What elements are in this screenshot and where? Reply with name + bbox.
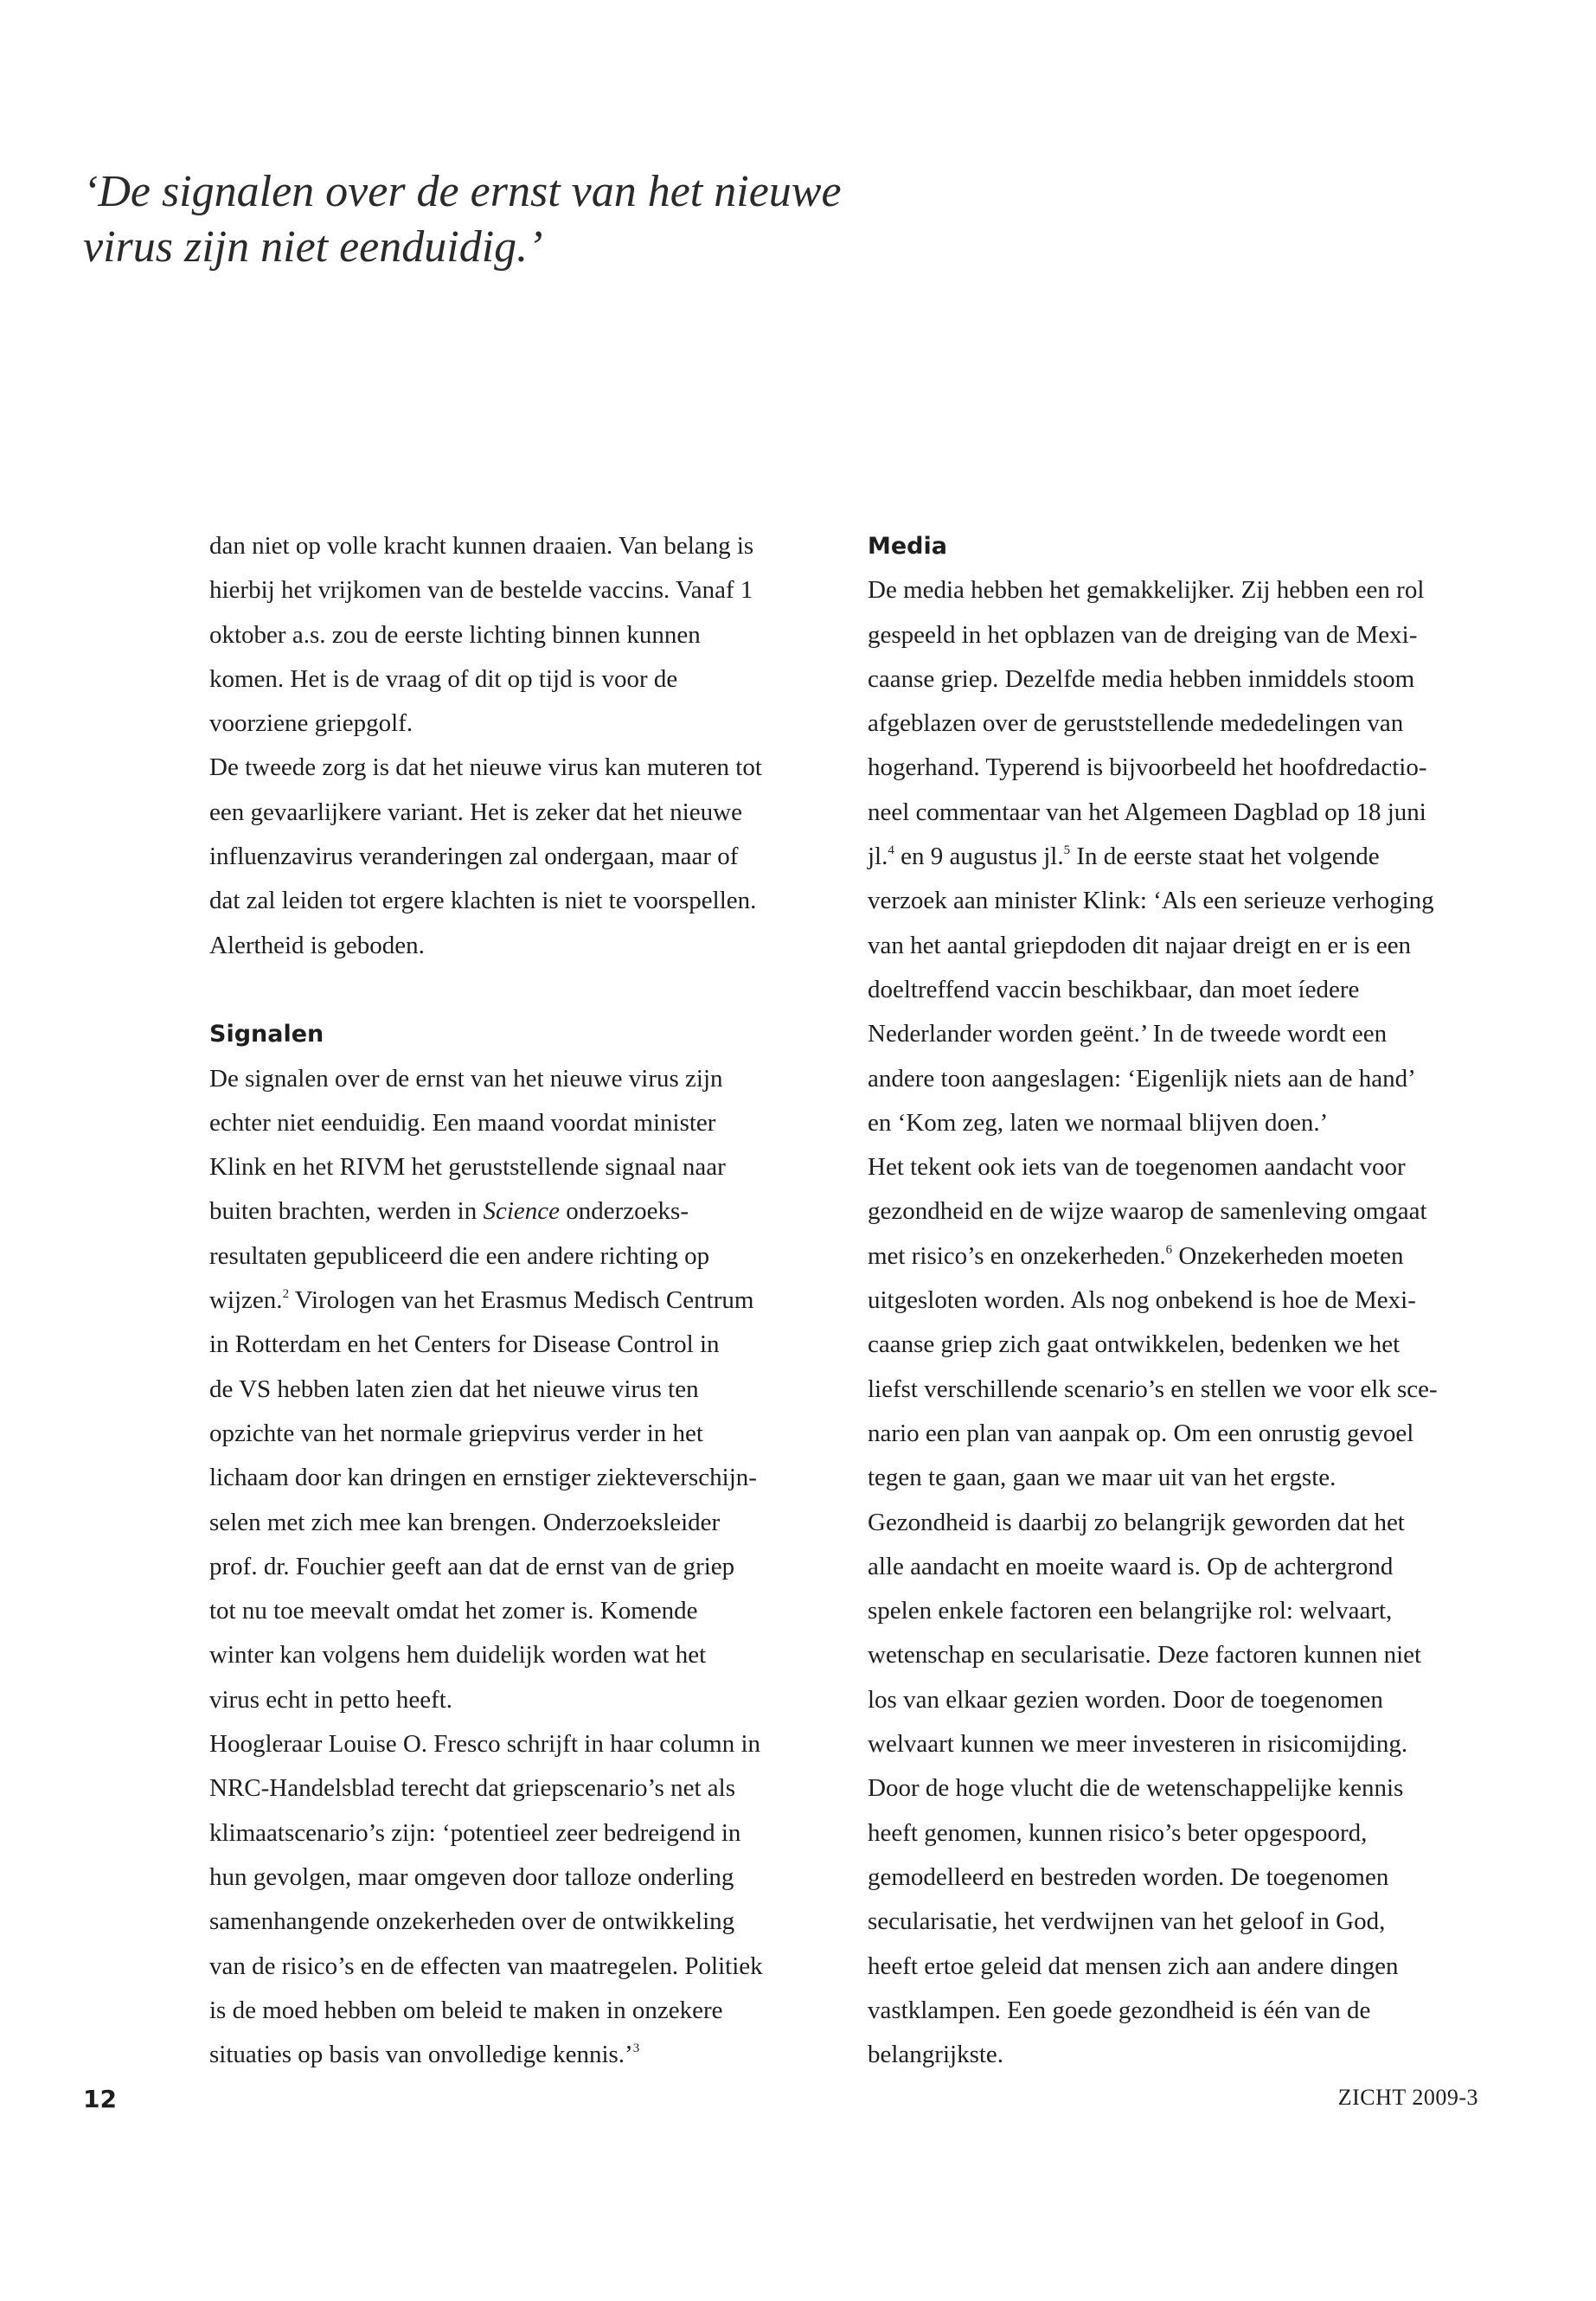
text-line: uitgesloten worden. Als nog onbekend is hoe de Mexi-: [868, 1286, 1416, 1315]
text-line: met risico’s en onzekerheden.$^6$ Onzekerheden moeten: [868, 1241, 1404, 1270]
text-line: samenhangende onzekerheden over de ontwikkeling: [209, 1907, 735, 1936]
journal-issue: ZICHT 2009-3: [1337, 2085, 1478, 2110]
text-line: vastklampen. Een goede gezondheid is één van de: [868, 1996, 1371, 2024]
text-line: welvaart kunnen we meer investeren in risicomijding.: [868, 1730, 1408, 1759]
text-line: alle aandacht en moeite waard is. Op de achtergrond: [868, 1552, 1394, 1580]
media-lines-c: [868, 1279, 1490, 2077]
footnote-6: 6: [1165, 1242, 1173, 1257]
text-line: Klink en het RIVM het geruststellende signaal naar: [209, 1153, 726, 1182]
text-line: Hoogleraar Louise O. Fresco schrijft in haar column in: [209, 1730, 761, 1759]
text-line: van het aantal griepdoden dit najaar dreigt en er is een: [868, 931, 1412, 959]
text-line: De signalen over de ernst van het nieuwe virus zijn: [209, 1064, 723, 1093]
text-line: dat zal leiden tot ergere klachten is niet te voorspellen.: [209, 887, 757, 915]
text-line: in Rotterdam en het Centers for Disease Control in: [209, 1330, 720, 1359]
text-line: tegen te gaan, gaan we maar uit van het ergste.: [868, 1464, 1336, 1492]
text-line: buiten brachten, werden in Science onderzoeks-: [209, 1197, 689, 1226]
text-line: opzichte van het normale griepvirus verder in het: [209, 1419, 703, 1447]
pull-quote-line: ‘De signalen over de ernst van het nieuwe: [83, 167, 842, 216]
text-line: klimaatscenario’s zijn: ‘potentieel zeer bedreigend in: [209, 1818, 741, 1847]
text-line: prof. dr. Fouchier geeft aan dat de ernst van de griep: [209, 1552, 735, 1580]
spacer: [209, 968, 832, 1012]
text-line: neel commentaar van het Algemeen Dagblad op 18 juni: [868, 798, 1426, 826]
text-line: De media hebben het gemakkelijker. Zij hebben een rol: [868, 576, 1425, 605]
text-line: caanse griep. Dezelfde media hebben inmiddels stoom: [868, 664, 1415, 693]
text-line: wetenschap en secularisatie. Deze factoren kunnen niet: [868, 1641, 1422, 1670]
text-line: gespeeld in het opblazen van de dreiging van de Mexi-: [868, 620, 1418, 649]
intro-paragraph: [209, 524, 832, 968]
text-line: influenzavirus veranderingen zal ondergaan, maar of: [209, 843, 739, 871]
text-line: winter kan volgens hem duidelijk worden wat het: [209, 1641, 707, 1670]
text-line: hogerhand. Typerend is bijvoorbeeld het hoofdredactio-: [868, 753, 1427, 782]
text-line: oktober a.s. zou de eerste lichting binnen kunnen: [209, 620, 701, 649]
footnote-5: 5: [1063, 843, 1071, 858]
text-line: de VS hebben laten zien dat het nieuwe virus ten: [209, 1375, 699, 1403]
media-lines-b: [868, 879, 1490, 1234]
text-line: en ‘Kom zeg, laten we normaal blijven doen.’: [868, 1108, 1329, 1137]
signalen-lines-a: [209, 1057, 832, 1190]
text-line: belangrijkste.: [868, 2041, 1004, 2069]
footnote-2: 2: [282, 1287, 290, 1302]
media-lines-a: [868, 568, 1490, 835]
pull-quote: [83, 164, 948, 275]
text-line: komen. Het is de vraag of dit op tijd is voor de: [209, 664, 678, 693]
footnote-4: 4: [888, 843, 894, 858]
text-line: Alertheid is geboden.: [209, 931, 425, 959]
text-line: verzoek aan minister Klink: ‘Als een serieuze verhoging: [868, 887, 1434, 915]
text-line: NRC-Handelsblad terecht dat griepscenario’s net als: [209, 1774, 735, 1803]
pull-quote-line: virus zijn niet eenduidig.’: [83, 222, 543, 272]
text-line: echter niet eenduidig. Een maand voordat minister: [209, 1108, 716, 1137]
text-line: situaties op basis van onvolledige kennis.’$^3$: [209, 2041, 640, 2069]
text-line: gezondheid en de wijze waarop de samenleving omgaat: [868, 1197, 1427, 1226]
text-line: wijzen.$^2$ Virologen van het Erasmus Medisch Centrum: [209, 1286, 754, 1315]
text-line: hierbij het vrijkomen van de bestelde vaccins. Vanaf 1: [209, 576, 753, 605]
text-line: is de moed hebben om beleid te maken in onzekere: [209, 1996, 723, 2024]
text-line: doeltreffend vaccin beschikbaar, dan moet íedere: [868, 975, 1360, 1003]
signalen-lines-b: [209, 1323, 832, 2033]
text-line: Door de hoge vlucht die de wetenschappelijke kennis: [868, 1774, 1404, 1803]
text-line: Nederlander worden geënt.’ In de tweede wordt een: [868, 1020, 1388, 1048]
text-line: gemodelleerd en bestreden worden. De toegenomen: [868, 1862, 1389, 1891]
page-number: 12: [83, 2085, 117, 2113]
text-line: virus echt in petto heeft.: [209, 1685, 453, 1714]
text-line: selen met zich mee kan brengen. Onderzoeksleider: [209, 1508, 721, 1536]
text-line: los van elkaar gezien worden. Door de toegenomen: [868, 1685, 1383, 1714]
text-line: voorziene griepgolf.: [209, 709, 413, 738]
text-line: Het tekent ook iets van de toegenomen aandacht voor: [868, 1153, 1406, 1182]
text-line: spelen enkele factoren een belangrijke rol: welvaart,: [868, 1597, 1393, 1625]
right-column: [868, 524, 1490, 2077]
text-line: resultaten gepubliceerd die een andere richting op: [209, 1241, 710, 1270]
text-line: heeft ertoe geleid dat mensen zich aan andere dingen: [868, 1952, 1399, 1980]
text-line: van de risico’s en de effecten van maatregelen. Politiek: [209, 1952, 763, 1980]
text-line: lichaam door kan dringen en ernstiger ziekteverschijn-: [209, 1464, 757, 1492]
text-line: dan niet op volle kracht kunnen draaien. Van belang is: [209, 532, 754, 560]
text-line: andere toon aangeslagen: ‘Eigenlijk niets aan de hand’: [868, 1064, 1416, 1093]
text-line: caanse griep zich gaat ontwikkelen, bedenken we het: [868, 1330, 1401, 1359]
section-heading-media: Media: [868, 533, 947, 560]
text-line: hun gevolgen, maar omgeven door talloze onderling: [209, 1862, 734, 1891]
text-line: een gevaarlijkere variant. Het is zeker dat het nieuwe: [209, 798, 742, 826]
text-line: tot nu toe meevalt omdat het zomer is. Komende: [209, 1597, 698, 1625]
text-line: afgeblazen over de geruststellende mededelingen van: [868, 709, 1404, 738]
text-line: Gezondheid is daarbij zo belangrijk geworden dat het: [868, 1508, 1405, 1536]
section-heading-signalen: Signalen: [209, 1021, 324, 1048]
text-line: liefst verschillende scenario’s en stellen we voor elk sce-: [868, 1375, 1438, 1403]
text-line: De tweede zorg is dat het nieuwe virus kan muteren tot: [209, 753, 762, 782]
text-line: nario een plan van aanpak op. Om een onrustig gevoel: [868, 1419, 1414, 1447]
science-italic: Science: [483, 1197, 561, 1226]
text-line: heeft genomen, kunnen risico’s beter opgespoord,: [868, 1818, 1368, 1847]
left-column: [209, 524, 832, 2077]
footnote-3: 3: [632, 2041, 640, 2056]
text-line: jl.$^4$ en 9 augustus jl.$^5$ In de eerste staat het volgende: [868, 843, 1380, 871]
text-line: secularisatie, het verdwijnen van het geloof in God,: [868, 1907, 1386, 1936]
